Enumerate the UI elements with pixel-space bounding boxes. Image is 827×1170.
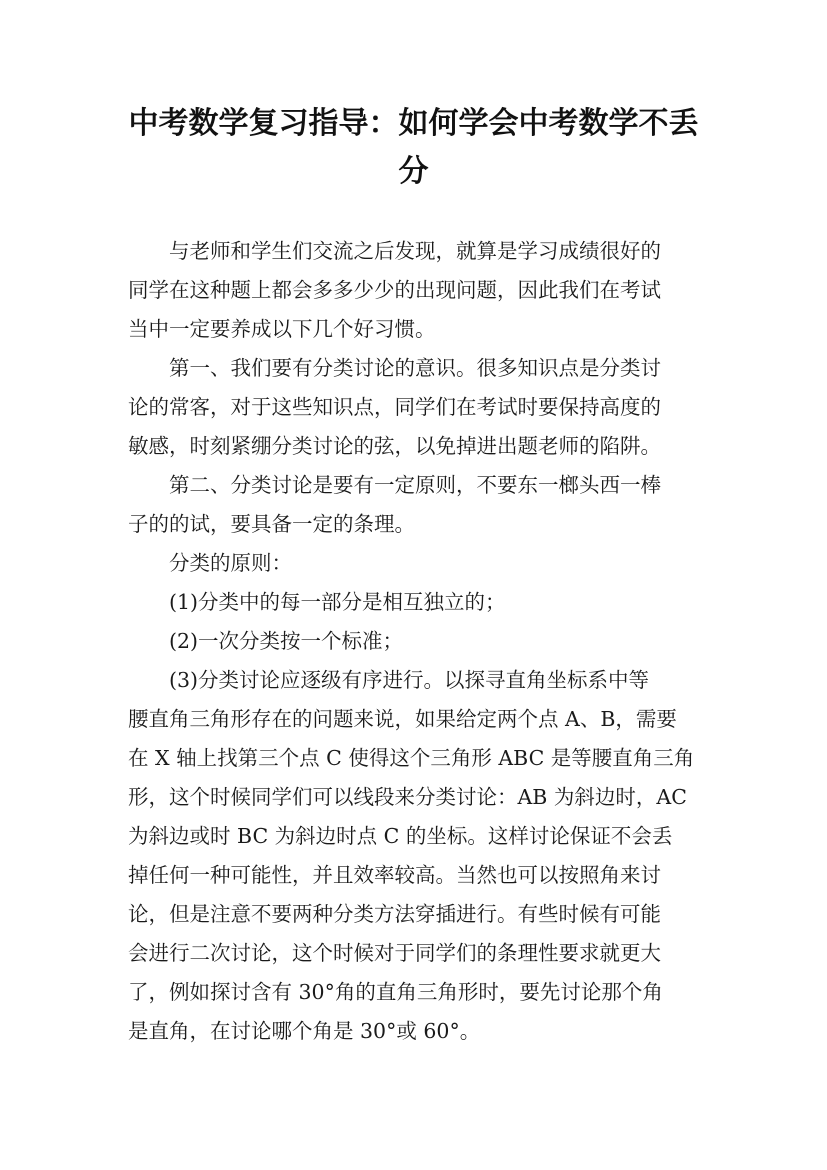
text-line: 了，例如探讨含有 30°角的直角三角形时，要先讨论那个角 [128, 980, 663, 1004]
document-body [128, 232, 718, 1051]
text-line: 掉任何一种可能性，并且效率较高。当然也可以按照角来讨 [128, 863, 661, 887]
paragraph-principles-heading [128, 544, 718, 583]
text-line: 第二、分类讨论是要有一定原则，不要东一榔头西一棒 [128, 473, 661, 497]
document-title [120, 100, 707, 196]
text-line: 论的常客，对于这些知识点，同学们在考试时要保持高度的 [128, 395, 661, 419]
paragraph-intro [128, 232, 718, 349]
text-line: 是直角，在讨论哪个角是 30°或 60°。 [128, 1019, 481, 1043]
paragraph-principle-2 [128, 622, 718, 661]
text-line: 子的的试，要具备一定的条理。 [128, 512, 415, 536]
text-line: 形，这个时候同学们可以线段来分类讨论：AB 为斜边时，AC [128, 785, 687, 809]
text-line: 在 X 轴上找第三个点 C 使得这个三角形 ABC 是等腰直角三角 [128, 746, 695, 770]
text-line: 为斜边或时 BC 为斜边时点 C 的坐标。这样讨论保证不会丢 [128, 824, 673, 848]
text-line: 敏感，时刻紧绷分类讨论的弦，以免掉进出题老师的陷阱。 [128, 434, 661, 458]
text-line: 分类的原则： [128, 551, 292, 575]
text-line: 同学在这种题上都会多多少少的出现问题，因此我们在考试 [128, 278, 661, 302]
paragraph-first-point [128, 349, 718, 466]
text-line: 会进行二次讨论，这个时候对于同学们的条理性要求就更大 [128, 941, 661, 965]
text-line: 当中一定要养成以下几个好习惯。 [128, 317, 436, 341]
text-line: 腰直角三角形存在的问题来说，如果给定两个点 A、B，需要 [128, 707, 677, 731]
title-line: 分 [398, 154, 429, 189]
text-line: 论，但是注意不要两种分类方法穿插进行。有些时候有可能 [128, 902, 661, 926]
text-line: (3)分类讨论应逐级有序进行。以探寻直角坐标系中等 [128, 668, 650, 692]
text-line: (2)一次分类按一个标准； [128, 629, 404, 653]
paragraph-second-point [128, 466, 718, 544]
paragraph-principle-3 [128, 661, 718, 1051]
paragraph-principle-1 [128, 583, 718, 622]
text-line: 第一、我们要有分类讨论的意识。很多知识点是分类讨 [128, 356, 661, 380]
title-line: 中考数学复习指导：如何学会中考数学不丢 [128, 106, 699, 141]
text-line: 与老师和学生们交流之后发现，就算是学习成绩很好的 [128, 239, 661, 263]
text-line: (1)分类中的每一部分是相互独立的； [128, 590, 506, 614]
